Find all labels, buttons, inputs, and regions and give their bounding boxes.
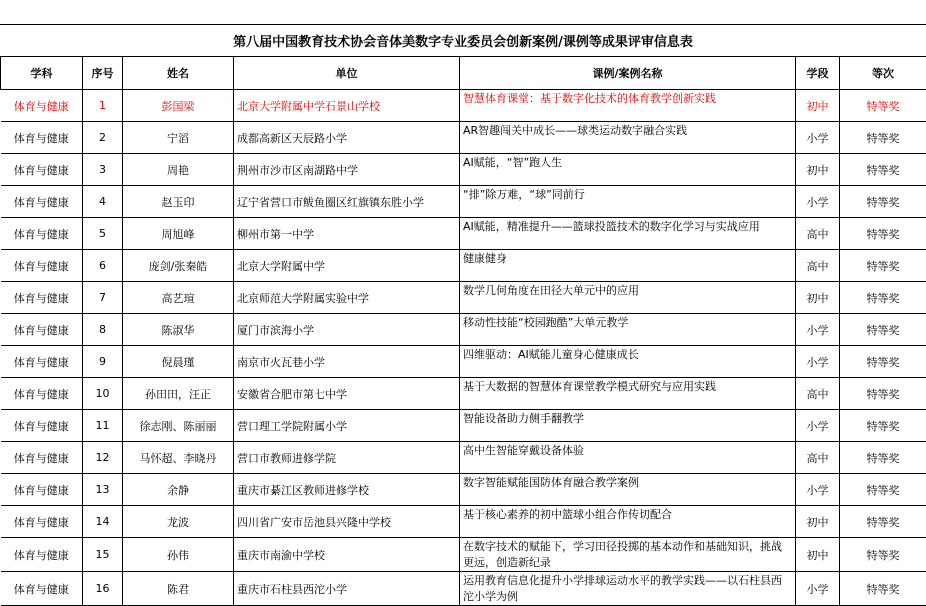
- table-row: [1, 572, 926, 606]
- unit-cell[interactable]: 辽宁省营口市鲅鱼圈区红旗镇东胜小学: [234, 186, 460, 218]
- case-title-cell[interactable]: 基于大数据的智慧体育课堂教学模式研究与应用实践: [460, 378, 796, 410]
- unit-cell[interactable]: 营口理工学院附属小学: [234, 410, 460, 442]
- award-cell[interactable]: 特等奖: [840, 538, 926, 572]
- stage-cell[interactable]: 高中: [796, 378, 840, 410]
- subject-cell[interactable]: 体育与健康: [1, 250, 83, 282]
- number-cell[interactable]: 15: [83, 538, 123, 572]
- name-cell[interactable]: 宁滔: [123, 122, 234, 154]
- unit-cell[interactable]: 厦门市滨海小学: [234, 314, 460, 346]
- number-cell[interactable]: 16: [83, 572, 123, 606]
- subject-cell[interactable]: 体育与健康: [1, 506, 83, 538]
- subject-cell[interactable]: 体育与健康: [1, 282, 83, 314]
- case-title-cell[interactable]: 在数字技术的赋能下，学习田径投掷的基本动作和基础知识，挑战更远，创造新纪录: [460, 538, 796, 572]
- stage-cell[interactable]: 初中: [796, 282, 840, 314]
- unit-cell[interactable]: 成都高新区天辰路小学: [234, 122, 460, 154]
- table-row: [1, 154, 926, 186]
- name-cell[interactable]: 马怀超、李晓丹: [123, 442, 234, 474]
- number-cell[interactable]: 12: [83, 442, 123, 474]
- header-case[interactable]: 课例/案例名称: [460, 57, 796, 90]
- subject-cell[interactable]: 体育与健康: [1, 346, 83, 378]
- stage-cell[interactable]: 小学: [796, 346, 840, 378]
- subject-cell[interactable]: 体育与健康: [1, 442, 83, 474]
- name-cell[interactable]: 赵玉印: [123, 186, 234, 218]
- name-cell[interactable]: 陈君: [123, 572, 234, 606]
- award-cell[interactable]: 特等奖: [840, 154, 926, 186]
- subject-cell[interactable]: 体育与健康: [1, 122, 83, 154]
- results-table: [0, 56, 926, 606]
- award-cell[interactable]: 特等奖: [840, 314, 926, 346]
- unit-cell[interactable]: 重庆市綦江区教师进修学校: [234, 474, 460, 506]
- sheet-title[interactable]: 第八届中国教育技术协会音体美数字专业委员会创新案例/课例等成果评审信息表: [0, 24, 926, 57]
- subject-cell[interactable]: 体育与健康: [1, 218, 83, 250]
- header-name[interactable]: 姓名: [123, 57, 234, 90]
- case-title-cell[interactable]: 四维驱动：AI赋能儿童身心健康成长: [460, 346, 796, 378]
- subject-cell[interactable]: 体育与健康: [1, 186, 83, 218]
- case-title-cell[interactable]: “排”除万难，“球”同前行: [460, 186, 796, 218]
- table-row: [1, 122, 926, 154]
- table-row: [1, 474, 926, 506]
- name-cell[interactable]: 周旭峰: [123, 218, 234, 250]
- name-cell[interactable]: 陈淑华: [123, 314, 234, 346]
- stage-cell[interactable]: 初中: [796, 538, 840, 572]
- award-cell[interactable]: 特等奖: [840, 378, 926, 410]
- unit-cell[interactable]: 重庆市南渝中学校: [234, 538, 460, 572]
- subject-cell[interactable]: 体育与健康: [1, 572, 83, 606]
- case-title-cell[interactable]: AR智趣闯关中成长——球类运动数字融合实践: [460, 122, 796, 154]
- table-row: [1, 186, 926, 218]
- unit-cell[interactable]: 北京师范大学附属实验中学: [234, 282, 460, 314]
- stage-cell[interactable]: 初中: [796, 154, 840, 186]
- table-row: [1, 282, 926, 314]
- unit-cell[interactable]: 南京市火瓦巷小学: [234, 346, 460, 378]
- table-row: [1, 314, 926, 346]
- header-row: [1, 57, 926, 90]
- award-cell[interactable]: 特等奖: [840, 474, 926, 506]
- stage-cell[interactable]: 小学: [796, 572, 840, 606]
- table-row: [1, 538, 926, 572]
- table-row: [1, 442, 926, 474]
- name-cell[interactable]: 徐志刚、陈丽丽: [123, 410, 234, 442]
- stage-cell[interactable]: 小学: [796, 314, 840, 346]
- award-cell[interactable]: 特等奖: [840, 90, 926, 122]
- number-cell[interactable]: 14: [83, 506, 123, 538]
- case-title-cell[interactable]: 基于核心素养的初中篮球小组合作传切配合: [460, 506, 796, 538]
- table-row: [1, 250, 926, 282]
- unit-cell[interactable]: 柳州市第一中学: [234, 218, 460, 250]
- unit-cell[interactable]: 荆州市沙市区南湖路中学: [234, 154, 460, 186]
- case-title-cell[interactable]: 运用教育信息化提升小学排球运动水平的教学实践——以石柱县西沱小学为例: [460, 572, 796, 606]
- award-cell[interactable]: 特等奖: [840, 442, 926, 474]
- table-row: [1, 410, 926, 442]
- number-cell[interactable]: 6: [83, 250, 123, 282]
- unit-cell[interactable]: 营口市教师进修学院: [234, 442, 460, 474]
- header-subject[interactable]: 学科: [1, 57, 83, 90]
- table-row: [1, 90, 926, 122]
- stage-cell[interactable]: 初中: [796, 506, 840, 538]
- name-cell[interactable]: 孙伟: [123, 538, 234, 572]
- number-cell[interactable]: 8: [83, 314, 123, 346]
- number-cell[interactable]: 5: [83, 218, 123, 250]
- stage-cell[interactable]: 高中: [796, 442, 840, 474]
- case-title-cell[interactable]: 移动性技能“校园跑酷”大单元教学: [460, 314, 796, 346]
- number-cell[interactable]: 10: [83, 378, 123, 410]
- table-row: [1, 378, 926, 410]
- stage-cell[interactable]: 初中: [796, 90, 840, 122]
- number-cell[interactable]: 2: [83, 122, 123, 154]
- case-title-cell[interactable]: 智慧体育课堂：基于数字化技术的体育教学创新实践: [460, 90, 796, 122]
- stage-cell[interactable]: 小学: [796, 122, 840, 154]
- unit-cell[interactable]: 北京大学附属中学: [234, 250, 460, 282]
- stage-cell[interactable]: 高中: [796, 218, 840, 250]
- header-award[interactable]: 等次: [840, 57, 926, 90]
- unit-cell[interactable]: 安徽省合肥市第七中学: [234, 378, 460, 410]
- case-title-cell[interactable]: AI赋能，精准提升——篮球投篮技术的数字化学习与实战应用: [460, 218, 796, 250]
- subject-cell[interactable]: 体育与健康: [1, 378, 83, 410]
- award-cell[interactable]: 特等奖: [840, 410, 926, 442]
- unit-cell[interactable]: 重庆市石柱县西沱小学: [234, 572, 460, 606]
- unit-cell[interactable]: 四川省广安市岳池县兴隆中学校: [234, 506, 460, 538]
- case-title-cell[interactable]: 健康健身: [460, 250, 796, 282]
- table-row: [1, 346, 926, 378]
- unit-cell[interactable]: 北京大学附属中学石景山学校: [234, 90, 460, 122]
- subject-cell[interactable]: 体育与健康: [1, 154, 83, 186]
- award-cell[interactable]: 特等奖: [840, 282, 926, 314]
- stage-cell[interactable]: 小学: [796, 474, 840, 506]
- award-cell[interactable]: 特等奖: [840, 250, 926, 282]
- subject-cell[interactable]: 体育与健康: [1, 90, 83, 122]
- award-cell[interactable]: 特等奖: [840, 122, 926, 154]
- number-cell[interactable]: 3: [83, 154, 123, 186]
- number-cell[interactable]: 13: [83, 474, 123, 506]
- header-stage[interactable]: 学段: [796, 57, 840, 90]
- name-cell[interactable]: 高艺瑄: [123, 282, 234, 314]
- name-cell[interactable]: 倪晨瑾: [123, 346, 234, 378]
- header-no[interactable]: 序号: [83, 57, 123, 90]
- case-title-cell[interactable]: AI赋能，“智”跑人生: [460, 154, 796, 186]
- subject-cell[interactable]: 体育与健康: [1, 538, 83, 572]
- award-cell[interactable]: 特等奖: [840, 218, 926, 250]
- table-row: [1, 218, 926, 250]
- award-cell[interactable]: 特等奖: [840, 346, 926, 378]
- award-cell[interactable]: 特等奖: [840, 572, 926, 606]
- award-cell[interactable]: 特等奖: [840, 186, 926, 218]
- case-title-cell[interactable]: 数学几何角度在田径大单元中的应用: [460, 282, 796, 314]
- stage-cell[interactable]: 小学: [796, 410, 840, 442]
- number-cell[interactable]: 1: [83, 90, 123, 122]
- case-title-cell[interactable]: 智能设备助力侧手翻教学: [460, 410, 796, 442]
- number-cell[interactable]: 9: [83, 346, 123, 378]
- number-cell[interactable]: 4: [83, 186, 123, 218]
- case-title-cell[interactable]: 高中生智能穿戴设备体验: [460, 442, 796, 474]
- case-title-cell[interactable]: 数字智能赋能国防体育融合教学案例: [460, 474, 796, 506]
- subject-cell[interactable]: 体育与健康: [1, 410, 83, 442]
- award-cell[interactable]: 特等奖: [840, 506, 926, 538]
- name-cell[interactable]: 龙波: [123, 506, 234, 538]
- name-cell[interactable]: 彭国梁: [123, 90, 234, 122]
- name-cell[interactable]: 周艳: [123, 154, 234, 186]
- table-row: [1, 506, 926, 538]
- stage-cell[interactable]: 小学: [796, 186, 840, 218]
- table-body: [1, 90, 926, 606]
- subject-cell[interactable]: 体育与健康: [1, 474, 83, 506]
- name-cell[interactable]: 孙田田，汪正: [123, 378, 234, 410]
- header-unit[interactable]: 单位: [234, 57, 460, 90]
- subject-cell[interactable]: 体育与健康: [1, 314, 83, 346]
- stage-cell[interactable]: 高中: [796, 250, 840, 282]
- name-cell[interactable]: 庞剑/张秦皓: [123, 250, 234, 282]
- number-cell[interactable]: 7: [83, 282, 123, 314]
- name-cell[interactable]: 余静: [123, 474, 234, 506]
- number-cell[interactable]: 11: [83, 410, 123, 442]
